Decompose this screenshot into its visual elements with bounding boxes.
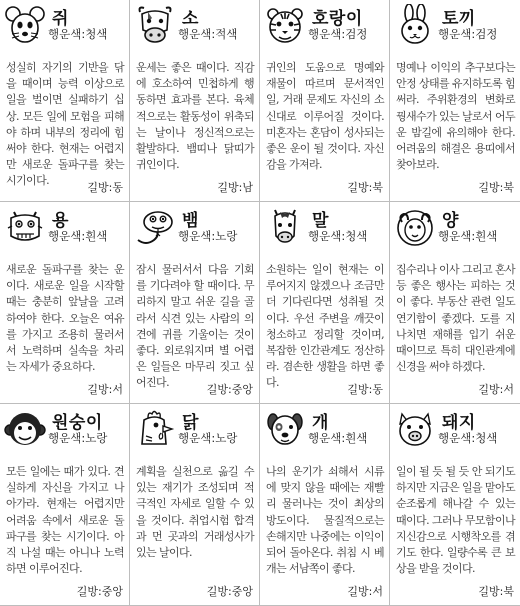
animal-name: 말 — [312, 211, 329, 231]
lucky-direction: 길방:서 — [84, 381, 123, 397]
cell-header — [260, 0, 390, 50]
animal-name: 용 — [52, 211, 69, 231]
rabbit-icon — [394, 4, 436, 46]
fortune-text: 새로운 돌파구를 찾는 운이다. 새로운 일을 시작할 때는 충분히 앞날을 고려하여야 한다. 오늘은 여유를 가지고 조용히 물러서서 노력하며 실속을 차리는 자세가 중요하다. — [6, 263, 124, 374]
animal-name: 토끼 — [442, 9, 476, 29]
animal-name: 개 — [312, 413, 329, 433]
fortune-text: 계획을 실천으로 옮길 수 있는 재기가 조성되며 적극적인 자세로 일할 수 있을 것이다. 취업시험 합격과 먼 곳과의 거래성사가 있는 날이다. — [136, 465, 254, 560]
animal-name: 쥐 — [52, 9, 69, 29]
zodiac-cell-tiger — [260, 0, 390, 202]
animal-name: 돼지 — [442, 413, 476, 433]
zodiac-cell-rooster — [130, 404, 260, 606]
fortune-text: 명예나 이익의 추구보다는 안정 상태를 유지하도록 힘써라. 주위환경의 변화로 꿩새수가 있는 날로서 어두운 밤길에 유의해야 한다. 어려움의 해결은 용띠에서 찾아보라. — [396, 61, 515, 172]
zodiac-cell-dragon — [0, 202, 130, 404]
zodiac-cell-ox — [130, 0, 260, 202]
lucky-color: 행운색:흰색 — [308, 431, 368, 445]
animal-name: 뱀 — [182, 211, 199, 231]
fortune-text: 모든 일에는 때가 있다. 견실하게 자신을 가지고 나아가라. 현재는 어렵지만 어려움 속에서 새로운 돌파구를 찾는 시기이다. 아직 나설 때는 아니나 노력하면 이루어진다. — [6, 465, 124, 576]
lucky-direction: 길방:중앙 — [74, 583, 123, 599]
lucky-direction: 길방:서 — [475, 381, 514, 397]
lucky-color: 행운색:적색 — [178, 27, 238, 41]
fortune-text: 성실히 자기의 기반을 닦을 때이며 능력 이상으로 일을 벌이면 실패하기 십상. 모든 일에 모험을 피해야 하며 내부의 정리에 힘써야 한다. 현재는 어렵지만 새로운 돌파구를 찾는 시기이다. — [6, 61, 124, 188]
cell-header — [260, 404, 390, 454]
lucky-color: 행운색:청색 — [48, 27, 108, 41]
tiger-icon — [264, 4, 306, 46]
cell-header — [130, 202, 260, 252]
pig-icon — [394, 408, 436, 450]
cell-header — [390, 0, 520, 50]
lucky-color: 행운색:청색 — [438, 431, 498, 445]
lucky-direction: 길방:북 — [475, 179, 514, 195]
lucky-color: 행운색:노랑 — [48, 431, 108, 445]
lucky-color: 행운색:흰색 — [438, 229, 498, 243]
lucky-color: 행운색:흰색 — [48, 229, 108, 243]
lucky-color: 행운색:청색 — [308, 229, 368, 243]
lucky-direction: 길방:남 — [214, 179, 253, 195]
lucky-color: 행운색:검정 — [438, 27, 498, 41]
lucky-direction: 길방:동 — [84, 179, 123, 195]
cell-header — [0, 202, 130, 252]
zodiac-cell-monkey — [0, 404, 130, 606]
rat-icon — [4, 4, 46, 46]
fortune-text: 일이 될 듯 될 듯 안 되기도 하지만 지금은 일을 맡아도 순조롭게 해나갈 수 있는 때이다. 그러나 무모함이나 지신감으로 시행착오를 겪기도 한다. 일량수록 큰 보상을 받을 것이다. — [396, 465, 515, 576]
dragon-icon — [4, 206, 46, 248]
cell-header — [130, 0, 260, 50]
horse-icon — [264, 206, 306, 248]
lucky-direction: 길방:중앙 — [204, 583, 253, 599]
dog-icon — [264, 408, 306, 450]
zodiac-cell-snake — [130, 202, 260, 404]
lucky-color: 행운색:노랑 — [178, 431, 238, 445]
lucky-direction: 길방:서 — [344, 583, 383, 599]
fortune-text: 운세는 좋은 때이다. 직감에 호소하여 민첩하게 행동하면 효과를 본다. 육체적으로는 활동성이 위축되는 날이나 정신적으로는 활발하다. 뱀띠나 닭띠가 귀인이다. — [136, 61, 254, 172]
cell-header — [0, 0, 130, 50]
ox-icon — [134, 4, 176, 46]
animal-name: 원숭이 — [52, 413, 103, 433]
zodiac-cell-rat — [0, 0, 130, 202]
fortune-text: 나의 운기가 쇠해서 시류에 맞지 않을 때에는 재빨리 물러나는 것이 최상의 방도이다. 물질적으로는 손해지만 나중에는 이익이 되어 돌아온다. 취침 시 베개는 서남쪽이 좋다. — [266, 465, 384, 576]
fortune-text: 잠시 물러서서 다음 기회를 기다려야 할 때이다. 무리하지 말고 쉬운 길을 골라서 식견 있는 사람의 의견에 귀를 기울이는 것이 좋다. 외로워지며 별 어렵은 일들은 마무리 짓고 싶어진다. — [136, 263, 254, 390]
sheep-icon — [394, 206, 436, 248]
animal-name: 호랑이 — [312, 9, 363, 29]
zodiac-cell-dog — [260, 404, 390, 606]
zodiac-cell-rabbit — [390, 0, 520, 202]
rooster-icon — [134, 408, 176, 450]
lucky-direction: 길방:동 — [344, 381, 383, 397]
lucky-color: 행운색:노랑 — [178, 229, 238, 243]
lucky-direction: 길방:중앙 — [204, 381, 253, 397]
zodiac-cell-horse — [260, 202, 390, 404]
cell-header — [260, 202, 390, 252]
snake-icon — [134, 206, 176, 248]
animal-name: 양 — [442, 211, 459, 231]
animal-name: 닭 — [182, 413, 199, 433]
lucky-direction: 길방:북 — [475, 583, 514, 599]
fortune-text: 귀인의 도움으로 명예와 재물이 따르며 문서적인 일, 거래 문제도 자신의 소신대로 이루어질 것이다. 미혼자는 혼담이 성사되는 좋은 운이 될 것이다. 자신감을 가져라. — [266, 61, 384, 172]
animal-name: 소 — [182, 9, 199, 29]
cell-header — [130, 404, 260, 454]
zodiac-cell-sheep — [390, 202, 520, 404]
monkey-icon — [4, 408, 46, 450]
fortune-text: 집수리나 이사 그리고 혼사 등 좋은 행사는 피하는 것이 좋다. 부동산 관련 일도 연기함이 좋겠다. 도를 지나치면 재해를 입기 쉬운 때이므로 특히 대인관계에 신경을 써야 하겠다. — [396, 263, 515, 374]
cell-header — [390, 404, 520, 454]
zodiac-cell-pig — [390, 404, 520, 606]
lucky-color: 행운색:검정 — [308, 27, 368, 41]
fortune-text: 소원하는 일이 현재는 이루어지지 않겠으나 조금만 더 기다린다면 성취될 것이다. 우선 주변을 깨끗이 청소하고 정리할 것이며, 복잡한 인간관계도 정산하라. 겸손한 생활을 하면 좋다. — [266, 263, 384, 390]
cell-header — [0, 404, 130, 454]
lucky-direction: 길방:북 — [344, 179, 383, 195]
cell-header — [390, 202, 520, 252]
